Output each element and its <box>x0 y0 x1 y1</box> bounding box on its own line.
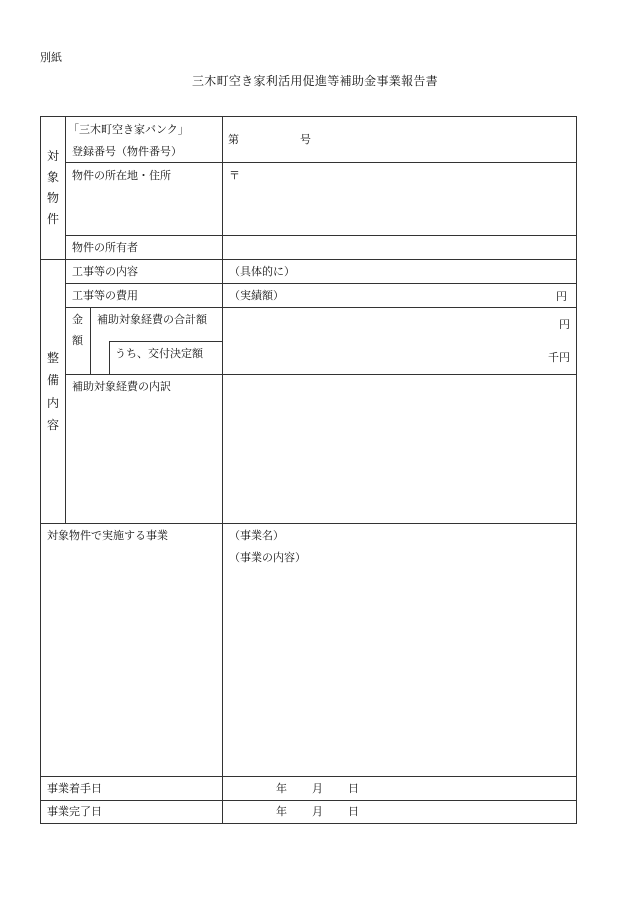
reg-number-suffix: 号 <box>300 133 311 146</box>
subsidy-total-label: 補助対象経費の合計額 <box>97 313 207 326</box>
works-cost-label: 工事等の費用 <box>72 289 138 302</box>
border-bottom <box>40 823 577 824</box>
reg-number-prefix: 第 <box>228 133 239 146</box>
works-cost-hint: （実績額） <box>229 289 284 302</box>
border-left <box>40 116 41 824</box>
header-col-divider <box>65 116 66 523</box>
document-title: 三木町空き家利活用促進等補助金事業報告書 <box>191 74 438 88</box>
row-line-breakdown <box>40 523 577 524</box>
section-target-char-2: 象 <box>47 170 60 184</box>
decision-unit: 千円 <box>548 351 570 364</box>
row-line-start <box>40 800 577 801</box>
postal-mark: 〒 <box>229 169 240 182</box>
amount-char-1: 金 <box>72 313 83 326</box>
works-content-label: 工事等の内容 <box>72 265 138 278</box>
amount-char-2: 額 <box>72 334 83 347</box>
end-date-label: 事業完了日 <box>47 805 102 818</box>
section-works-char-1: 整 <box>47 351 60 365</box>
border-top <box>40 116 577 117</box>
subsidy-total-unit: 円 <box>559 318 570 331</box>
owner-label: 物件の所有者 <box>72 241 138 254</box>
address-label: 物件の所在地・住所 <box>72 169 171 182</box>
project-content-hint: （事業の内容） <box>229 551 306 564</box>
section-target-char-1: 対 <box>47 149 60 163</box>
border-right <box>576 116 577 824</box>
row-line-content <box>65 283 577 284</box>
section-works-char-3: 内 <box>47 396 60 410</box>
end-date-year: 年 <box>276 805 287 818</box>
row-line-address <box>65 235 577 236</box>
works-cost-unit: 円 <box>556 290 567 303</box>
start-date-year: 年 <box>276 782 287 795</box>
works-content-hint: （具体的に） <box>229 265 295 278</box>
bank-label-line1: 「三木町空き家バンク」 <box>68 123 189 136</box>
row-line-cost <box>65 307 577 308</box>
row-line-reg <box>65 162 577 163</box>
start-date-day: 日 <box>348 782 359 795</box>
decision-col-divider <box>109 341 110 374</box>
page-label: 別紙 <box>40 51 62 64</box>
end-date-month: 月 <box>312 805 323 818</box>
bank-label-line2: 登録番号（物件番号） <box>72 145 182 158</box>
breakdown-label: 補助対象経費の内訳 <box>72 380 171 393</box>
row-line-decision <box>65 374 577 375</box>
amount-col-divider <box>90 307 91 374</box>
decision-label: うち、交付決定額 <box>115 347 203 360</box>
project-label: 対象物件で実施する事業 <box>47 529 168 542</box>
start-date-label: 事業着手日 <box>47 782 102 795</box>
end-date-day: 日 <box>348 805 359 818</box>
row-line-project <box>40 776 577 777</box>
section-works-char-4: 容 <box>47 418 60 432</box>
row-line-subtotal <box>109 341 222 342</box>
section-works-char-2: 備 <box>47 373 60 387</box>
section-target-char-3: 物 <box>47 191 60 205</box>
start-date-month: 月 <box>312 782 323 795</box>
value-col-divider <box>222 116 223 824</box>
project-name-hint: （事業名） <box>229 529 284 542</box>
row-line-owner <box>40 259 577 260</box>
section-target-char-4: 件 <box>47 212 60 226</box>
